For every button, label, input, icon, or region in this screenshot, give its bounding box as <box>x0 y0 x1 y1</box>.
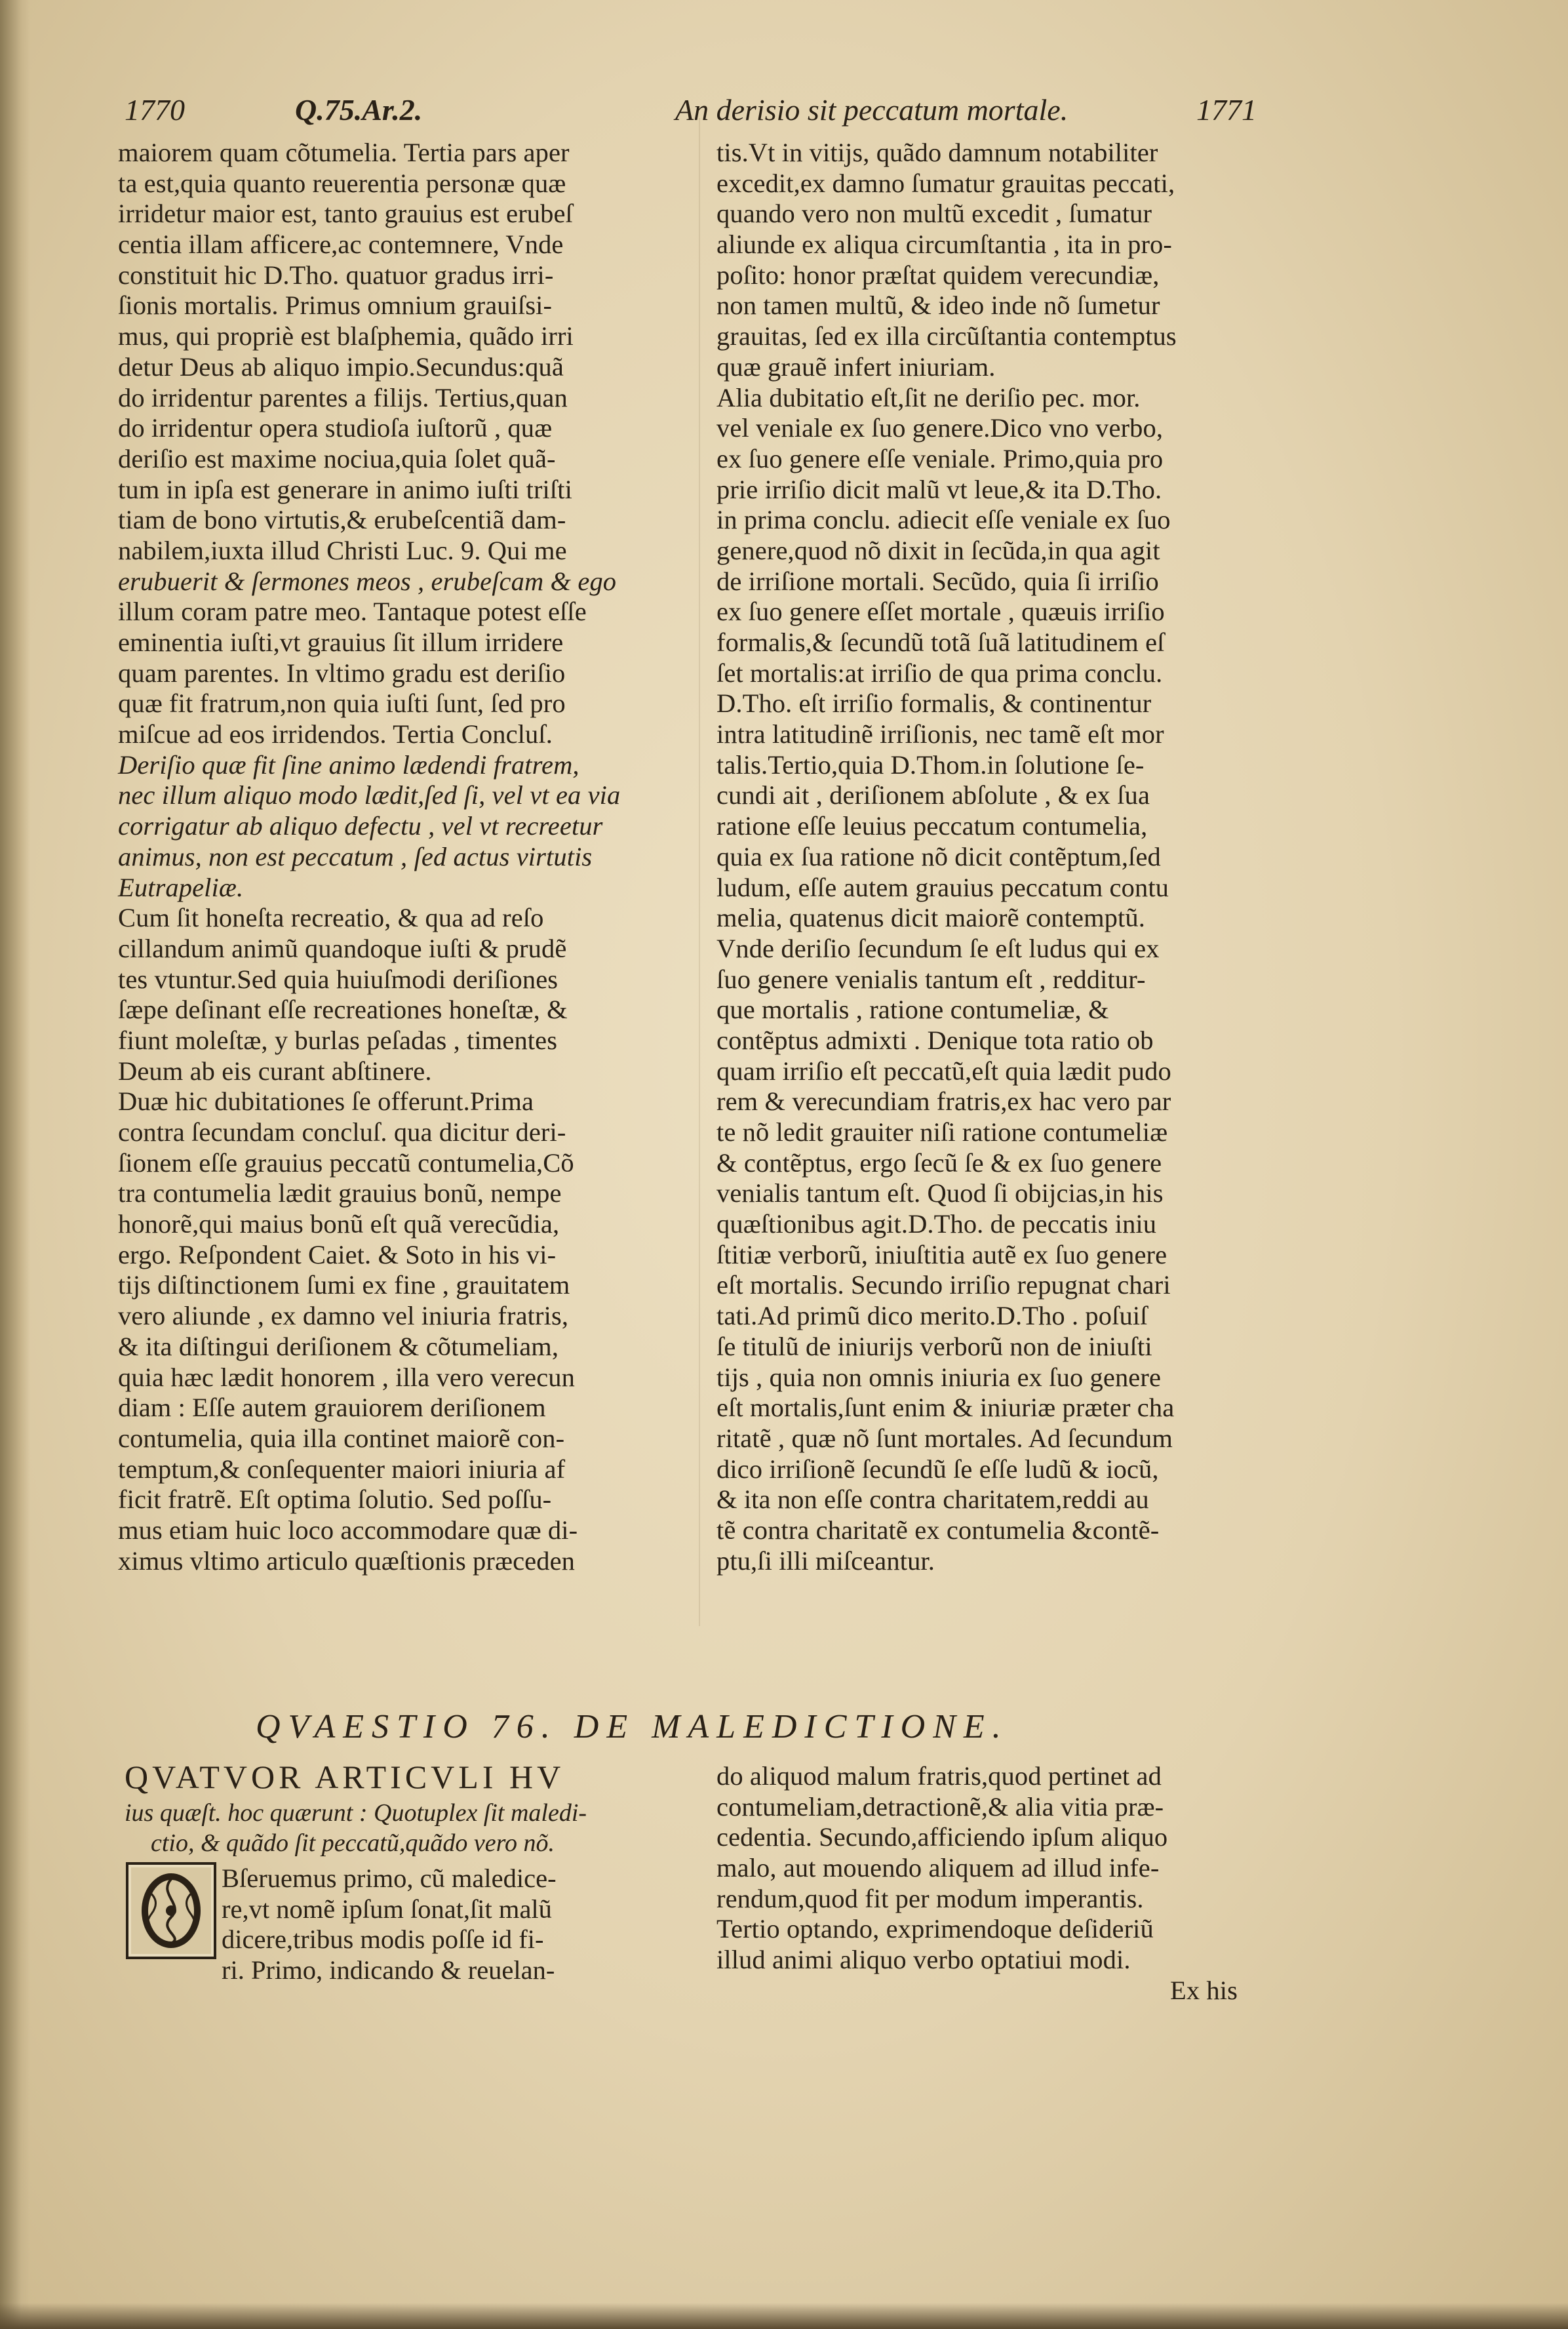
text-line: ex ſuo genere eſſe veniale. Primo,quia pro <box>716 443 1164 473</box>
text-line: Vnde deriſio ſecundum ſe eſt ludus qui ex <box>716 933 1160 963</box>
drop-cap-line: Bſeruemus primo, cũ maledice- <box>222 1863 557 1893</box>
text-line: Deum ab eis curant abſtinere. <box>118 1056 432 1086</box>
text-line: tijs , quia non omnis iniuria ex ſuo genere <box>716 1362 1162 1392</box>
text-line: contra ſecundam concluſ. qua dicitur deri- <box>118 1117 566 1147</box>
text-line: cillandum animũ quandoque iuſti & prudẽ <box>118 933 567 963</box>
text-line: excedit,ex damno ſumatur grauitas peccati, <box>716 168 1175 198</box>
text-line: tiam de bono virtutis,& erubeſcentiã dam- <box>118 505 566 535</box>
text-line: eſt mortalis. Secundo irriſio repugnat chari <box>716 1270 1171 1300</box>
text-line: formalis,& ſecundũ totã ſuã latitudinem eſ <box>716 627 1165 657</box>
drop-cap-line: dicere,tribus modis poſſe id fi- <box>222 1924 544 1955</box>
text-line: diam : Eſſe autem grauiorem deriſionem <box>118 1393 546 1423</box>
text-line: poſito: honor præſtat quidem verecundiæ, <box>716 260 1160 290</box>
text-line: non tamen multũ, & ideo inde nõ ſumetur <box>716 290 1160 321</box>
text-line: contumelia, quia illa continet maiorẽ con- <box>118 1423 565 1453</box>
text-line: tes vtuntur.Sed quia huiuſmodi deriſiones <box>118 964 559 994</box>
text-line: ximus vltimo articulo quæſtionis præceden <box>118 1545 576 1576</box>
right-page-number: 1771 <box>1196 93 1257 127</box>
text-line: venialis tantum eſt. Quod ſi obijcias,in his <box>716 1178 1164 1208</box>
column-gutter <box>699 118 700 1626</box>
text-line: cedentia. Secundo,afficiendo ipſum aliquo <box>716 1822 1168 1852</box>
text-line: mus, qui propriè est blaſphemia, quãdo irri <box>118 321 574 351</box>
text-line: eminentia iuſti,vt grauius ſit illum irridere <box>118 627 564 657</box>
text-line: deriſio est maxime nociua,quia ſolet quã- <box>118 443 556 473</box>
text-line: corrigatur ab aliquo defectu , vel vt recreetur <box>118 811 603 841</box>
text-line: Cum ſit honeſta recreatio, & qua ad reſo <box>118 903 544 933</box>
text-line: Tertio optando, exprimendoque deſideriũ <box>716 1914 1154 1944</box>
text-line: ſæpe deſinant eſſe recreationes honeſtæ, & <box>118 995 568 1025</box>
text-line: ſe titulũ de iniurijs verborũ non de iniuſti <box>716 1331 1152 1361</box>
right-bottom-paragraph <box>716 1761 1167 1976</box>
text-line: do aliquod malum fratris,quod pertinet ad <box>716 1761 1162 1791</box>
text-line: ptu,ſi illi miſceantur. <box>716 1545 935 1576</box>
text-line: quæſtionibus agit.D.Tho. de peccatis iniu <box>716 1209 1157 1239</box>
text-line: talis.Tertio,quia D.Thom.in ſolutione ſe- <box>716 749 1145 780</box>
text-line: irridetur maior est, tanto grauius est erubeſ <box>118 199 573 229</box>
text-line: intra latitudinẽ irriſionis, nec tamẽ eſt mor <box>716 719 1164 749</box>
text-line: aliunde ex aliqua circumſtantia , ita in pro- <box>716 229 1172 260</box>
text-line: ta est,quia quanto reuerentia personæ quæ <box>118 168 566 198</box>
text-line: ſionem eſſe grauius peccatũ contumelia,Cõ <box>118 1147 574 1178</box>
articles-subheading <box>125 1798 587 1858</box>
text-line: contumeliam,detractionẽ,& alia vitia præ- <box>716 1791 1164 1821</box>
text-line: tẽ contra charitatẽ ex contumelia &contẽ- <box>716 1515 1160 1545</box>
text-line: rem & verecundiam fratris,ex hac vero par <box>716 1086 1171 1117</box>
text-line: dico irriſionẽ ſecundũ ſe eſſe ludũ & iocũ, <box>716 1454 1159 1484</box>
text-line: prie irriſio dicit malũ vt leue,& ita D.Tho. <box>716 474 1162 504</box>
text-line: quæ fit fratrum,non quia iuſti ſunt, ſed pro <box>118 688 566 719</box>
text-line: ludum, eſſe autem grauius peccatum contu <box>716 872 1169 902</box>
text-line: illud animi aliquo verbo optatiui modi. <box>716 1945 1131 1975</box>
text-line: detur Deus ab aliquo impio.Secundus:quã <box>118 351 564 382</box>
text-line: genere,quod nõ dixit in ſecũda,in qua agit <box>716 535 1160 565</box>
text-line: in prima conclu. adiecit eſſe veniale ex ſuo <box>716 505 1171 535</box>
text-line: de irriſione mortali. Secũdo, quia ſi irriſio <box>716 566 1159 596</box>
text-line: vero aliunde , ex damno vel iniuria fratris, <box>118 1301 569 1331</box>
text-line: nec illum aliquo modo lædit,ſed ſi, vel vt ea via <box>118 780 621 810</box>
text-line: tum in ipſa est generare in animo iuſti triſti <box>118 474 572 504</box>
text-line: que mortalis , ratione contumeliæ, & <box>716 995 1109 1025</box>
text-line: centia illam afficere,ac contemnere, Vnde <box>118 229 564 260</box>
text-line: Eutrapeliæ. <box>118 872 244 902</box>
text-line: do irridentur opera studioſa iuſtorũ , quæ <box>118 413 553 443</box>
drop-cap-tail-text: ri. Primo, indicando & reuelan- <box>222 1955 555 1985</box>
text-line: miſcue ad eos irridendos. Tertia Concluſ. <box>118 719 553 749</box>
text-line: animus, non est peccatum , ſed actus virtutis <box>118 841 593 871</box>
right-running-head: An derisio sit peccatum mortale. <box>675 93 1068 127</box>
text-line: ſionis mortalis. Primus omnium grauiſsi- <box>118 290 553 321</box>
text-line: & contẽptus, ergo ſecũ ſe & ex ſuo genere <box>716 1147 1162 1178</box>
drop-cap-tail-line <box>125 1955 555 1986</box>
text-line: quæ grauẽ infert iniuriam. <box>716 351 996 382</box>
page-binding-edge <box>0 0 30 2329</box>
right-text-column <box>716 138 1177 1576</box>
text-line: do irridentur parentes a filijs. Tertius,quan <box>118 382 568 412</box>
text-line: rendum,quod fit per modum imperantis. <box>716 1883 1144 1913</box>
text-line: Deriſio quæ fit ſine animo lædendi fratrem, <box>118 749 579 780</box>
text-line: tra contumelia lædit grauius bonũ, nempe <box>118 1178 562 1208</box>
text-line: & ita diſtingui deriſionem & cõtumeliam, <box>118 1331 559 1361</box>
text-line: tijs diſtinctionem ſumi ex fine , grauitatem <box>118 1270 570 1300</box>
text-line: mus etiam huic loco accommodare quæ di- <box>118 1515 578 1545</box>
text-line: quam irriſio eſt peccatũ,eſt quia lædit pudo <box>716 1056 1171 1086</box>
text-line: ergo. Reſpondent Caiet. & Soto in his vi- <box>118 1239 557 1269</box>
left-text-column <box>118 138 620 1576</box>
articles-subheading-line: ctio, & quãdo ſit peccatũ,quãdo vero nõ. <box>151 1829 555 1857</box>
drop-cap-paragraph <box>222 1863 557 1955</box>
ornamental-drop-cap <box>126 1862 216 1959</box>
text-line: malo, aut mouendo aliquem ad illud infe- <box>716 1853 1160 1883</box>
text-line: ex ſuo genere eſſet mortale , quæuis irriſio <box>716 597 1165 627</box>
text-line: D.Tho. eſt irriſio formalis, & continentur <box>716 688 1152 719</box>
text-line: nabilem,iuxta illud Christi Luc. 9. Qui me <box>118 535 567 565</box>
question-title: QVAESTIO 76. DE MALEDICTIONE. <box>256 1708 1009 1745</box>
text-line: quia hæc lædit honorem , illa vero verecun <box>118 1362 576 1392</box>
left-page-number: 1770 <box>125 93 185 127</box>
text-line: maiorem quam cõtumelia. Tertia pars aper <box>118 138 570 167</box>
text-line: ſtitiæ verborũ, iniuſtitia autẽ ex ſuo genere <box>716 1239 1167 1269</box>
text-line: eſt mortalis,ſunt enim & iniuriæ præter cha <box>716 1393 1175 1423</box>
articles-subheading-line: ius quæſt. hoc quærunt : Quotuplex ſit maledi- <box>125 1799 587 1827</box>
text-line: illum coram patre meo. Tantaque potest eſſe <box>118 597 587 627</box>
text-line: contẽptus admixti . Denique tota ratio ob <box>716 1025 1154 1055</box>
text-line: cundi ait , deriſionem abſolute , & ex ſua <box>716 780 1150 810</box>
text-line: ficit fratrẽ. Eſt optima ſolutio. Sed poſſu- <box>118 1484 552 1515</box>
text-line: erubuerit & ſermones meos , erubeſcam & ego <box>118 566 617 596</box>
text-line: & ita non eſſe contra charitatem,reddi au <box>716 1484 1149 1515</box>
text-line: quia ex ſua ratione nõ dicit contẽptum,ſed <box>716 841 1161 871</box>
text-line: Alia dubitatio eſt,ſit ne deriſio pec. mor. <box>716 382 1141 412</box>
left-running-head: Q.75.Ar.2. <box>295 93 423 127</box>
text-line: tati.Ad primũ dico merito.D.Tho . poſuiſ <box>716 1301 1148 1331</box>
text-line: honorẽ,qui maius bonũ eſt quã verecũdia, <box>118 1209 560 1239</box>
text-line: vel veniale ex ſuo genere.Dico vno verbo, <box>716 413 1164 443</box>
drop-cap-line: re,vt nomẽ ipſum ſonat,ſit malũ <box>222 1894 552 1924</box>
text-line: Duæ hic dubitationes ſe offerunt.Prima <box>118 1086 534 1117</box>
text-line: constituit hic D.Tho. quatuor gradus irri- <box>118 260 554 290</box>
text-line: ritatẽ , quæ nõ ſunt mortales. Ad ſecundum <box>716 1423 1173 1453</box>
text-line: te nõ ledit grauiter niſi ratione contumeliæ <box>716 1117 1168 1147</box>
catchword: Ex his <box>1170 1976 1238 2005</box>
text-line: ratione eſſe leuius peccatum contumelia, <box>716 811 1148 841</box>
text-line: tis.Vt in vitijs, quãdo damnum notabiliter <box>716 138 1158 167</box>
text-line: quam parentes. In vltimo gradu est deriſio <box>118 658 566 688</box>
text-line: ſet mortalis:at irriſio de qua prima conclu. <box>716 658 1163 688</box>
articles-heading: QVATVOR ARTICVLI HV <box>125 1759 565 1795</box>
text-line: melia, quatenus dicit maiorẽ contemptũ. <box>716 903 1145 933</box>
text-line: quando vero non multũ excedit , ſumatur <box>716 199 1152 229</box>
text-line: ſuo genere venialis tantum eſt , redditur- <box>716 964 1146 994</box>
drop-cap-ornament-icon <box>128 1865 214 1957</box>
page-bottom-edge <box>0 2303 1568 2329</box>
text-line: fiunt moleſtæ, y burlas peſadas , timentes <box>118 1025 558 1055</box>
text-line: temptum,& conſequenter maiori iniuria af <box>118 1454 566 1484</box>
text-line: grauitas, ſed ex illa circũſtantia contemptus <box>716 321 1177 351</box>
